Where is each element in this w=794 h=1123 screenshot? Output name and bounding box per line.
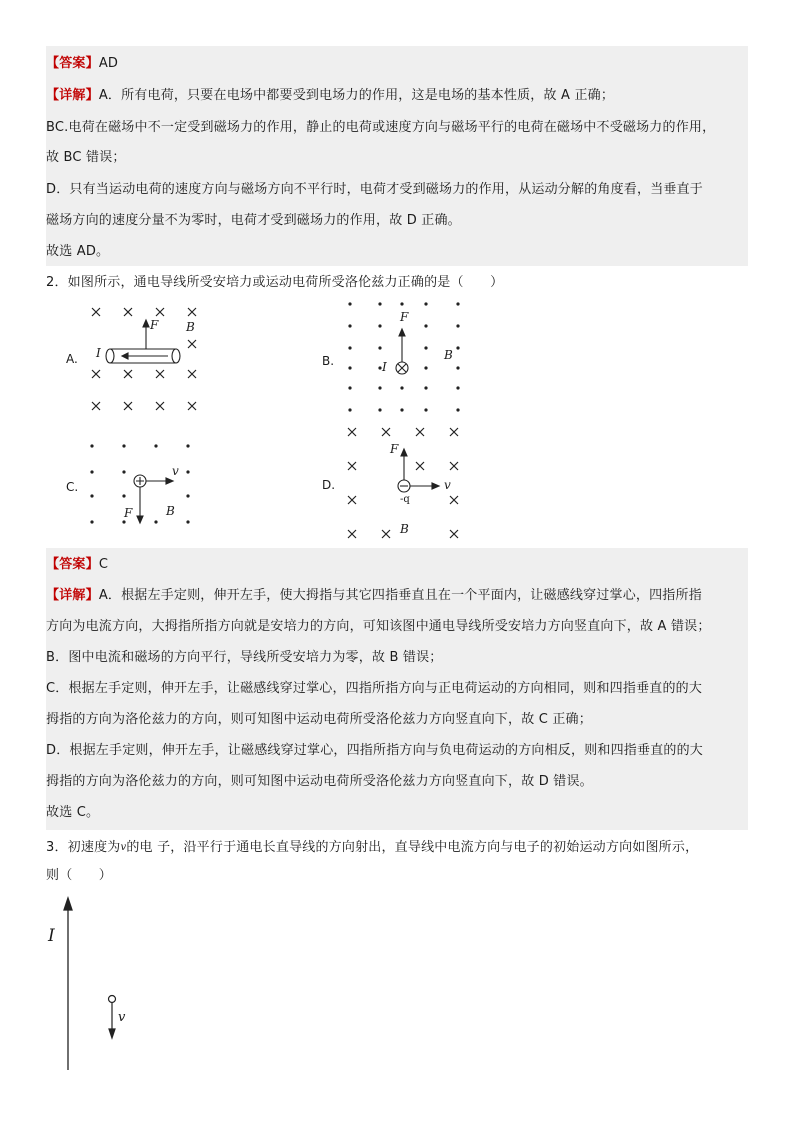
- q2-detail-line-4: C．根据左手定则，伸开左手，让磁感线穿过掌心，四指所指方向与正电荷运动的方向相同，则和四指垂直的的大: [46, 681, 703, 696]
- q3-stem-line-2: 则（ ）: [46, 868, 113, 883]
- label-charge: -q: [400, 494, 410, 505]
- field-dot: [348, 366, 351, 369]
- current-into-page-symbol: [396, 362, 408, 374]
- detail-tag: 【详解】: [46, 588, 99, 603]
- q2-detail-line-1: [46, 588, 748, 604]
- field-dot: [456, 346, 459, 349]
- q3-stem-line-1: [46, 840, 748, 856]
- figure-c-option: C.: [66, 480, 79, 494]
- figure-c: [66, 436, 226, 536]
- field-dot: [456, 386, 459, 389]
- detail-tag: 【详解】: [46, 88, 99, 103]
- label-v: v: [172, 464, 179, 478]
- answer-tag: 【答案】: [46, 557, 99, 572]
- field-dot: [456, 324, 459, 327]
- field-dot: [424, 302, 427, 305]
- label-f: F: [150, 318, 159, 332]
- field-dot: [348, 324, 351, 327]
- field-dot: [378, 302, 381, 305]
- field-dot: [456, 408, 459, 411]
- velocity-arrow-right: [410, 483, 439, 489]
- q2-detail-line-6: D．根据左手定则，伸开左手，让磁感线穿过掌心，四指所指方向与负电荷运动的方向相反，则和四指垂直的的大: [46, 743, 704, 758]
- label-v: v: [118, 1010, 126, 1025]
- force-arrow-up: [399, 329, 405, 362]
- velocity-arrow-right: [146, 478, 173, 484]
- field-dot: [424, 346, 427, 349]
- figure-a-option: A.: [66, 352, 78, 366]
- field-dot: [400, 386, 403, 389]
- q2-answer: C: [98, 557, 109, 572]
- force-arrow-up: [401, 449, 407, 480]
- answer-tag: 【答案】: [46, 56, 99, 71]
- field-dot: [378, 386, 381, 389]
- field-dot: [424, 324, 427, 327]
- label-i: I: [48, 926, 55, 946]
- figure-a-drawing: [66, 300, 226, 420]
- field-dot: [348, 386, 351, 389]
- field-dot: [400, 408, 403, 411]
- label-i: I: [96, 346, 101, 360]
- figure-b: [322, 300, 482, 420]
- q1-detail-line-3: 故 BC 错误；: [46, 150, 126, 165]
- field-dot: [424, 386, 427, 389]
- q3-stem-v: v: [120, 842, 127, 853]
- q2-detail-line-7: 拇指的方向为洛伦兹力的方向，则可知图中运动电荷所受洛伦兹力方向竖直向下，故 D 错误。: [46, 774, 593, 789]
- q1-detail-line-1: [46, 88, 748, 104]
- field-dot: [424, 408, 427, 411]
- label-v: v: [444, 478, 451, 492]
- figure-b-option: B.: [322, 354, 335, 368]
- figure-d: [322, 420, 482, 546]
- label-i: I: [382, 360, 387, 374]
- q3-stem-pre: 3．初速度为: [46, 840, 121, 855]
- field-dot: [348, 302, 351, 305]
- current-wire: [64, 898, 72, 1070]
- electron-velocity: [109, 996, 116, 1039]
- q2-detail-text: A．根据左手定则，伸开左手，使大拇指与其它四指垂直且在一个平面内，让磁感线穿过掌心，四指所指: [98, 588, 702, 603]
- force-arrow-down: [137, 487, 143, 523]
- label-f: F: [390, 442, 399, 456]
- force-arrow-up: [143, 320, 149, 349]
- positive-charge-symbol: [134, 475, 146, 487]
- field-dot: [348, 408, 351, 411]
- field-dot: [378, 324, 381, 327]
- field-dot: [456, 302, 459, 305]
- label-f: F: [124, 506, 133, 520]
- q3-figure-drawing: [40, 896, 160, 1076]
- label-b: B: [166, 504, 175, 518]
- field-dot: [378, 408, 381, 411]
- field-dot: [400, 302, 403, 305]
- label-b: B: [186, 320, 195, 334]
- q1-answer: AD: [98, 56, 119, 71]
- field-dot: [456, 366, 459, 369]
- field-dot: [348, 346, 351, 349]
- q1-conclusion: 故选 AD。: [46, 244, 110, 259]
- q1-detail-text: A．所有电荷，只要在电场中都要受到电场力的作用，这是电场的基本性质，故 A 正确；: [98, 88, 615, 103]
- field-dot: [378, 346, 381, 349]
- label-f: F: [400, 310, 409, 324]
- label-b: B: [400, 522, 409, 536]
- q2-detail-line-3: B．图中电流和磁场的方向平行，导线所受安培力为零，故 B 错误；: [46, 650, 443, 665]
- negative-charge-symbol: [398, 480, 410, 492]
- q2-answer-line: [46, 557, 748, 573]
- figure-c-drawing: [66, 436, 226, 536]
- field-dot: [424, 366, 427, 369]
- q1-detail-line-5: 磁场方向的速度分量不为零时，电荷才受到磁场力的作用，故 D 正确。: [46, 213, 461, 228]
- label-b: B: [444, 348, 453, 362]
- figure-d-option: D.: [322, 478, 336, 492]
- figure-a: [66, 300, 226, 420]
- wire-cylinder: [106, 349, 180, 363]
- q1-detail-line-2: BC.电荷在磁场中不一定受到磁场力的作用，静止的电荷或速度方向与磁场平行的电荷在磁场中不受磁场力的作用，: [46, 120, 716, 135]
- q2-detail-line-5: 拇指的方向为洛伦兹力的方向，则可知图中运动电荷所受洛伦兹力方向竖直向下，故 C 正确；: [46, 712, 592, 727]
- q3-figure: [40, 896, 160, 1076]
- q1-answer-line: [46, 56, 748, 72]
- q1-detail-line-4: D．只有当运动电荷的速度方向与磁场方向不平行时，电荷才受到磁场力的作用，从运动分解的角度看，当垂直于: [46, 182, 704, 197]
- q3-stem-post: 的电 子，沿平行于通电长直导线的方向射出，直导线中电流方向与电子的初始运动方向如图所示，: [126, 840, 699, 855]
- q2-detail-line-2: 方向为电流方向，大拇指所指方向就是安培力的方向，可知该图中通电导线所受安培力方向竖直向下，故 A 错误；: [46, 619, 711, 634]
- q2-stem: 2．如图所示，通电导线所受安培力或运动电荷所受洛伦兹力正确的是（ ）: [46, 275, 504, 290]
- q2-conclusion: 故选 C。: [46, 805, 100, 820]
